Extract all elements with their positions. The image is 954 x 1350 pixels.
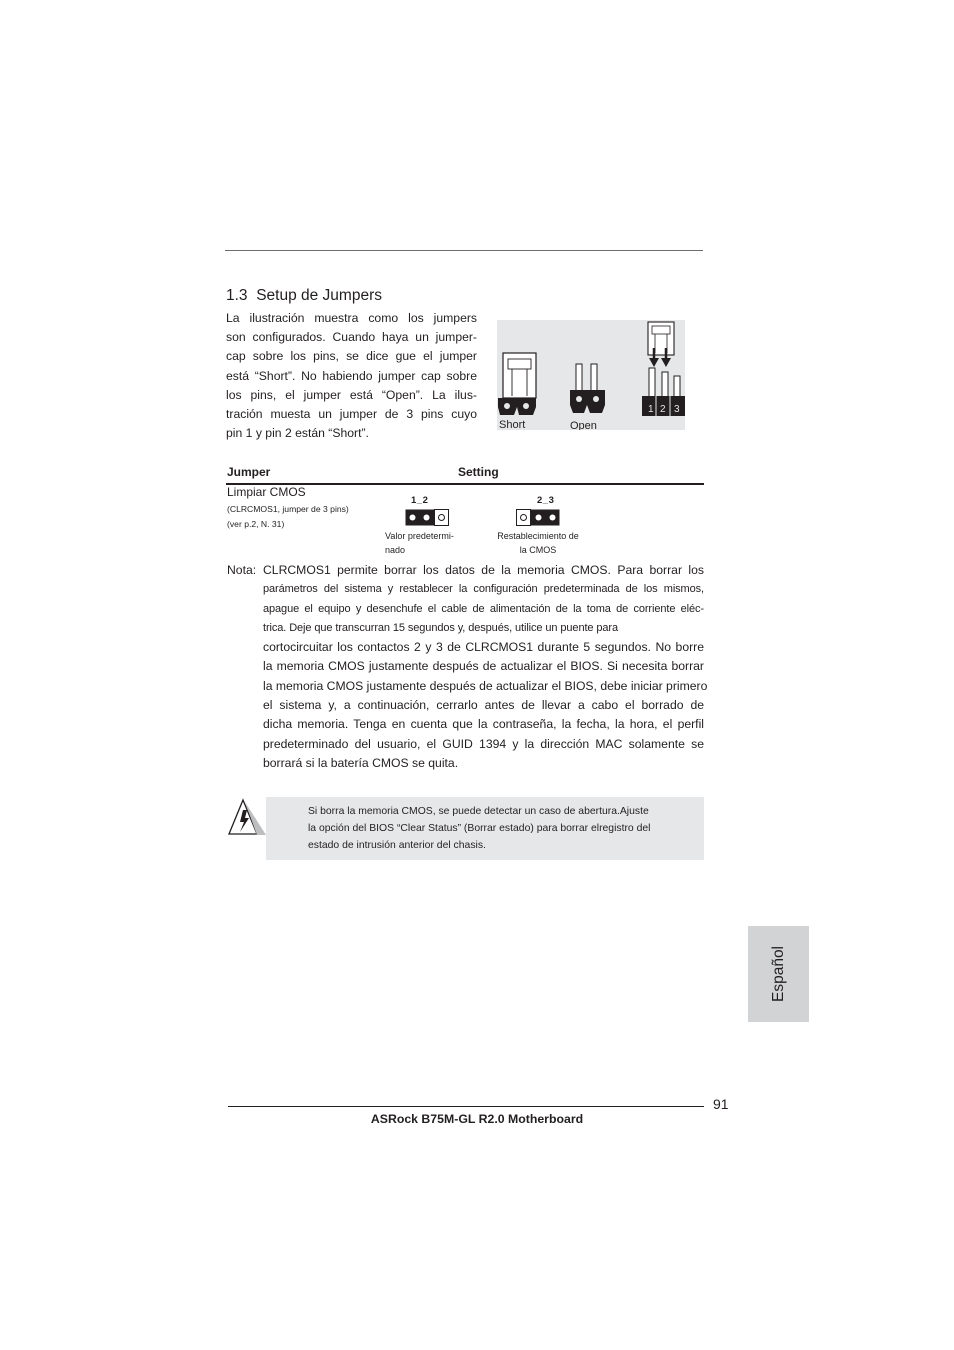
intro-paragraph — [226, 309, 477, 443]
intro-line: cap sobre los pins, se dice gue el jumper — [226, 349, 477, 364]
setting-1-caption — [385, 529, 454, 557]
note-line: cortocircuitar los contactos 2 y 3 de CLRCMOS1 durante 5 segundos. No borre — [263, 640, 704, 655]
language-tab — [748, 926, 809, 1022]
note-line: apague el equipo y desenchufe el cable de alimentación de la toma de corriente eléc- — [263, 602, 704, 615]
intro-line: son configurados. Cuando haya un jumper- — [226, 330, 477, 345]
jumper-1-2-diagram — [405, 509, 450, 531]
open-jumper-graphic — [570, 364, 605, 413]
note-line: dicha memoria. Tenga en cuenta que la contraseña, la fecha, la hora, el perfil — [263, 717, 704, 732]
setting-2-caption-line: Restablecimiento de — [497, 531, 579, 541]
intro-line: los pins, el jumper está “Open”. La ilus- — [226, 387, 477, 402]
note-line: la memoria CMOS justamente después de actualizar el BIOS. Si necesita borrar — [263, 659, 704, 674]
open-label: Open — [570, 420, 597, 430]
note-line: trica. Deje que transcurran 15 segundos y, después, utilice un puente para — [263, 621, 619, 634]
intro-line: tración muesta un jumper de 3 pins cuyo — [226, 407, 477, 422]
setting-1-caption-line: Valor predetermi- — [385, 531, 454, 541]
note-line: predeterminado del usuario, el GUID 1394 y la dirección MAC solamente se — [263, 736, 704, 751]
jumper-reference: (ver p.2, N. 31) — [227, 519, 285, 529]
section-heading — [226, 287, 382, 305]
note-line: parámetros del sistema y restablecer la configuración predeterminada de los mismos, — [263, 583, 704, 596]
setting-1-pins: 1_2 — [411, 495, 429, 506]
warning-line: estado de intrusión anterior del chasis. — [308, 840, 486, 851]
short-jumper-graphic — [498, 353, 536, 415]
top-rule — [225, 250, 703, 251]
setting-1-caption-line: nado — [385, 545, 406, 555]
page-number: 91 — [713, 1096, 729, 1112]
short-label: Short — [499, 419, 526, 430]
note-line: el sistema y, a continuación, cerrarlo antes de llevar a cabo el borrado de — [263, 698, 704, 713]
setting-2-caption-line: la CMOS — [519, 545, 557, 555]
note-line: CLRCMOS1 permite borrar los datos de la memoria CMOS. Para borrar los — [263, 563, 704, 577]
note-line: la memoria CMOS justamente después de actualizar el BIOS, debe iniciar primero — [263, 678, 708, 693]
note-body — [263, 561, 708, 773]
jumper-name: Limpiar CMOS — [227, 485, 306, 499]
warning-triangle-icon — [227, 798, 269, 843]
pin-number-1: 1 — [648, 404, 654, 415]
pin-number-2: 2 — [660, 404, 666, 415]
intro-line: está “Short”. No habiendo jumper cap sobre — [226, 368, 477, 383]
warning-text — [308, 803, 698, 854]
jumper-illustration-graphic — [497, 320, 685, 430]
pin-number-3: 3 — [674, 404, 680, 415]
language-label: Español — [769, 945, 787, 1003]
note-label: Nota: — [227, 563, 257, 577]
note-line: borrará si la batería CMOS se quita. — [263, 755, 459, 770]
section-title: Setup de Jumpers — [256, 287, 382, 304]
intro-line: pin 1 y pin 2 están “Short”. — [226, 426, 369, 441]
footer-title: ASRock B75M-GL R2.0 Motherboard — [370, 1112, 584, 1126]
column-header-setting: Setting — [458, 465, 499, 479]
setting-2-pins: 2_3 — [537, 495, 555, 506]
warning-line: la opción del BIOS “Clear Status” (Borrar estado) para borrar elregistro del — [308, 823, 651, 834]
footer-rule — [228, 1106, 704, 1107]
section-number: 1.3 — [226, 287, 248, 304]
jumper-2-3-diagram — [516, 509, 561, 531]
column-header-jumper: Jumper — [227, 465, 271, 479]
jumper-illustration — [497, 320, 685, 430]
warning-line: Si borra la memoria CMOS, se puede detectar un caso de abertura.Ajuste — [308, 806, 649, 817]
jumper-detail: (CLRCMOS1, jumper de 3 pins) — [227, 504, 349, 514]
intro-line: La ilustración muestra como los jumpers — [226, 311, 477, 325]
three-pin-jumper-graphic — [642, 322, 685, 416]
setting-2-caption — [494, 529, 582, 557]
